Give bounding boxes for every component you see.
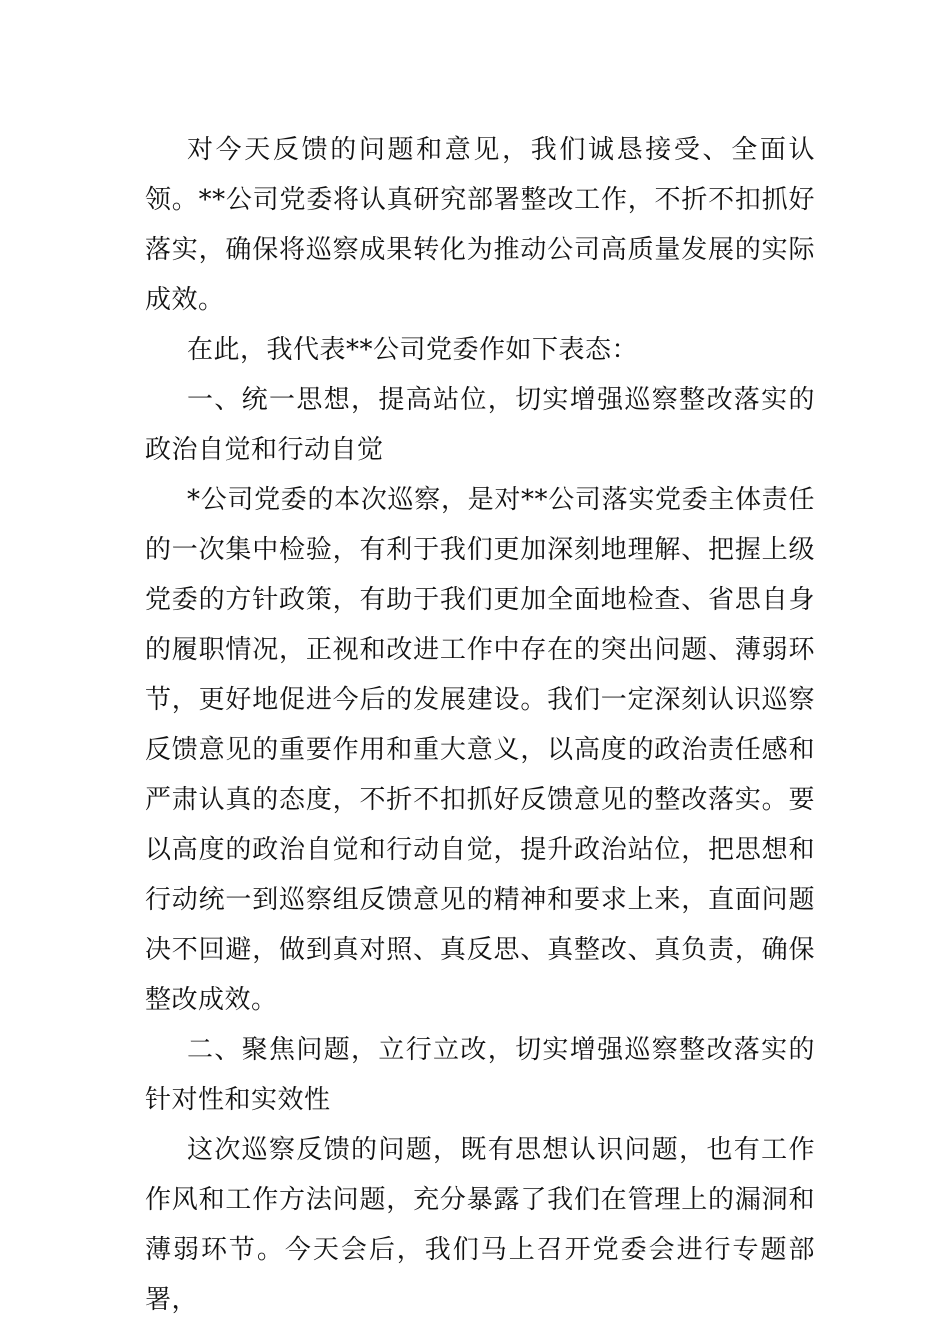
- paragraph-opening: 对今天反馈的问题和意见，我们诚恳接受、全面认领。**公司党委将认真研究部署整改工作，不折不扣抓好落实，确保将巡察成果转化为推动公司高质量发展的实际成效。: [145, 135, 815, 315]
- section-heading-1: 一、统一思想，提高站位，切实增强巡察整改落实的政治自觉和行动自觉: [145, 385, 815, 465]
- paragraph-section-2-body: 这次巡察反馈的问题，既有思想认识问题，也有工作作风和工作方法问题，充分暴露了我们在管理上的漏洞和薄弱环节。今天会后，我们马上召开党委会进行专题部署，: [145, 1135, 815, 1315]
- paragraph-section-1-body: *公司党委的本次巡察，是对**公司落实党委主体责任的一次集中检验，有利于我们更加深刻地理解、把握上级党委的方针政策，有助于我们更加全面地检查、省思自身的履职情况，正视和改进工作中存在的突出问题、薄弱环节，更好地促进今后的发展建设。我们一定深刻认识巡察反馈意见的重要作用和重大意义，以高度的政治责任感和严肃认真的态度，不折不扣抓好反馈意见的整改落实。要以高度的政治自觉和行动自觉，提升政治站位，把思想和行动统一到巡察组反馈意见的精神和要求上来，直面问题决不回避，做到真对照、真反思、真整改、真负责，确保整改成效。: [145, 485, 815, 1015]
- paragraph-statement-intro: 在此，我代表**公司党委作如下表态：: [187, 335, 639, 365]
- section-heading-2: 二、聚焦问题，立行立改，切实增强巡察整改落实的针对性和实效性: [145, 1035, 815, 1115]
- document-body: [145, 125, 815, 1325]
